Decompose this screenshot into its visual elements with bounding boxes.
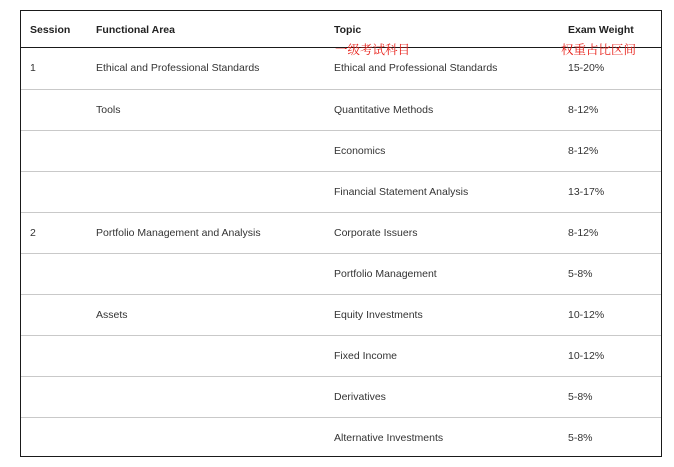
weight-annotation: 权重占比区间 xyxy=(561,42,637,57)
session-cell: 2 xyxy=(30,227,36,239)
exam-weight-table xyxy=(20,10,662,457)
topic-cell: Alternative Investments xyxy=(334,432,444,444)
table-row xyxy=(21,89,661,130)
table-row xyxy=(21,130,661,171)
table-row xyxy=(21,253,661,294)
weight-cell: 5-8% xyxy=(568,268,593,280)
weight-cell: 10-12% xyxy=(568,309,605,321)
header-session: Session xyxy=(30,24,71,36)
table-row xyxy=(21,171,661,212)
table-row xyxy=(21,212,661,253)
table-row xyxy=(21,417,661,458)
header-functional-area: Functional Area xyxy=(96,24,175,36)
topic-cell: Quantitative Methods xyxy=(334,104,434,116)
table-row xyxy=(21,335,661,376)
header-exam-weight: Exam Weight xyxy=(568,24,634,36)
topic-cell: Corporate Issuers xyxy=(334,227,418,239)
topic-annotation: 一级考试科目 xyxy=(335,42,411,57)
topic-cell: Portfolio Management xyxy=(334,268,437,280)
weight-cell: 8-12% xyxy=(568,104,599,116)
topic-cell: Financial Statement Analysis xyxy=(334,186,469,198)
area-cell: Portfolio Management and Analysis xyxy=(96,227,261,239)
table-row xyxy=(21,294,661,335)
area-cell: Assets xyxy=(96,309,128,321)
topic-cell: Equity Investments xyxy=(334,309,423,321)
topic-cell: Fixed Income xyxy=(334,350,398,362)
weight-cell: 15-20% xyxy=(568,62,605,74)
header-topic: Topic xyxy=(334,24,362,36)
topic-cell: Economics xyxy=(334,145,386,157)
weight-cell: 10-12% xyxy=(568,350,605,362)
table-row xyxy=(21,376,661,417)
weight-cell: 8-12% xyxy=(568,227,599,239)
area-cell: Tools xyxy=(96,104,121,116)
weight-cell: 5-8% xyxy=(568,432,593,444)
weight-cell: 8-12% xyxy=(568,145,599,157)
topic-cell: Ethical and Professional Standards xyxy=(334,62,498,74)
weight-cell: 13-17% xyxy=(568,186,605,198)
topic-cell: Derivatives xyxy=(334,391,386,403)
session-cell: 1 xyxy=(30,62,36,74)
area-cell: Ethical and Professional Standards xyxy=(96,62,260,74)
weight-cell: 5-8% xyxy=(568,391,593,403)
